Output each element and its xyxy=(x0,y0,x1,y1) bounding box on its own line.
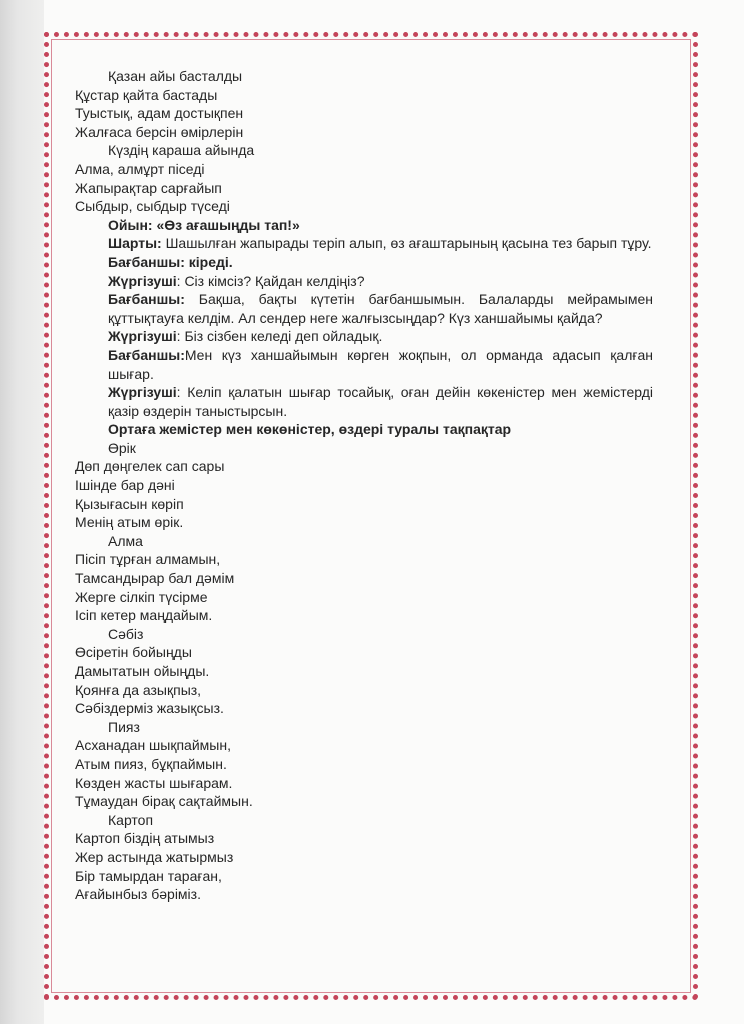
line-text: Күздің караша айында xyxy=(108,142,255,159)
line-text: Асханадан шықпаймын, xyxy=(75,737,231,754)
dialogue-line xyxy=(75,327,653,346)
line-text: кіреді. xyxy=(184,253,233,270)
text-line xyxy=(75,829,653,848)
line-text: Картоп xyxy=(108,811,154,828)
text-line xyxy=(75,736,653,755)
speaker-label: Жүргізуші xyxy=(108,328,177,345)
line-text: Тамсандырар бал дәмім xyxy=(75,570,235,587)
line-text: Алма, алмұрт піседі xyxy=(75,160,205,177)
line-text: Өрік xyxy=(108,439,136,456)
line-text: Пияз xyxy=(108,718,140,735)
dialogue-line xyxy=(75,216,653,235)
text-line xyxy=(75,476,653,495)
line-text: Менің атым өрік. xyxy=(75,514,184,531)
line-text: Ағайынбыз бәріміз. xyxy=(75,886,201,903)
line-text: : Келіп қалатын шығар тосайық, оған дейін көкеністер мен жемістерді қазір өздерін таныстырсын. xyxy=(108,384,653,419)
text-line xyxy=(75,67,653,86)
text-line xyxy=(75,160,653,179)
line-text: : Сіз кімсіз? Қайдан келдіңіз? xyxy=(176,272,365,289)
speaker-label: Жүргізуші xyxy=(108,272,177,289)
text-line xyxy=(75,625,653,644)
line-text: Жер астында жатырмыз xyxy=(75,848,234,865)
text-line xyxy=(75,123,653,142)
line-text: Шашылған жапырады теріп алып, өз ағаштарының қасына тез барып тұру. xyxy=(161,235,652,252)
line-text: Картоп біздің атымыз xyxy=(75,830,215,847)
line-text: Қоянға да азықпыз, xyxy=(75,681,202,698)
line-text: Бір тамырдан тараған, xyxy=(75,867,222,884)
text-line xyxy=(75,588,653,607)
dialogue-line xyxy=(75,253,653,272)
text-line xyxy=(75,86,653,105)
text-line xyxy=(75,662,653,681)
text-line xyxy=(75,179,653,198)
text-line xyxy=(75,457,653,476)
line-text: Пісіп тұрған алмамын, xyxy=(75,551,221,568)
text-line xyxy=(75,439,653,458)
line-text: Алма xyxy=(108,532,143,549)
line-text: Өсіретін бойыңды xyxy=(75,644,192,661)
line-text: Жалғаса берсін өмірлерін xyxy=(75,123,244,140)
dialogue-line xyxy=(75,272,653,291)
text-line xyxy=(75,606,653,625)
text-line xyxy=(75,420,653,439)
line-text: : Біз сізбен келеді деп ойладық. xyxy=(176,328,383,345)
dialogue-line xyxy=(75,383,653,420)
page-binding-shadow xyxy=(0,0,44,1024)
speaker-label: Шарты: xyxy=(108,235,162,252)
text-line xyxy=(75,885,653,904)
text-line xyxy=(75,811,653,830)
line-text: Қызығасын көріп xyxy=(75,495,184,512)
speaker-label: Бағбаншы: xyxy=(108,346,185,363)
text-line xyxy=(75,550,653,569)
line-text: Жапырақтар сарғайып xyxy=(75,179,222,196)
dialogue-line xyxy=(75,290,653,327)
line-text: Сәбіздерміз жазықсыз. xyxy=(75,700,224,717)
line-text: Мен күз ханшайымын көрген жоқпын, ол орманда адасып қалған шығар. xyxy=(108,346,653,382)
speaker-label: Жүргізуші xyxy=(108,384,177,401)
speaker-label: Бағбаншы: xyxy=(108,291,185,308)
line-text: Қазан айы басталды xyxy=(108,68,243,84)
text-line xyxy=(75,513,653,532)
line-text: Туыстық, адам достықпен xyxy=(75,105,244,122)
line-text: Сәбіз xyxy=(108,625,144,642)
line-text: Дөп дөңгелек сап сары xyxy=(75,458,225,475)
speaker-label: Ойын: xyxy=(108,216,153,233)
text-line xyxy=(75,532,653,551)
dialogue-line xyxy=(75,234,653,253)
dialogue-line xyxy=(75,346,653,383)
text-line xyxy=(75,681,653,700)
text-line xyxy=(75,792,653,811)
line-text: Атым пияз, бұқпаймын. xyxy=(75,755,227,772)
line-text: «Өз ағашыңды тап!» xyxy=(152,216,300,233)
text-line xyxy=(75,495,653,514)
text-line xyxy=(75,848,653,867)
line-text: Бақша, бақты күтетін бағбаншымын. Балаларды мейрамымен құттықтауға келдім. Ал сендер неге жалғызсыңдар? Күз ханшайымы қайда? xyxy=(108,291,653,326)
speaker-label: Бағбаншы: xyxy=(108,253,185,270)
text-line xyxy=(75,755,653,774)
line-text: Көзден жасты шығарам. xyxy=(75,774,233,791)
text-line xyxy=(75,774,653,793)
text-line xyxy=(75,104,653,123)
text-line xyxy=(75,867,653,886)
text-line xyxy=(75,569,653,588)
text-line xyxy=(75,643,653,662)
line-text: Ортаға жемістер мен көкөністер, өздері туралы тақпақтар xyxy=(108,421,512,438)
line-text: Тұмаудан бірақ сақтаймын. xyxy=(75,793,253,810)
text-line xyxy=(75,699,653,718)
line-text: Дамытатын ойыңды. xyxy=(75,663,210,679)
line-text: Жерге сілкіп түсірме xyxy=(75,588,208,605)
line-text: Ішінде бар дәні xyxy=(75,477,175,494)
line-text: Құстар қайта бастады xyxy=(75,86,218,103)
text-line xyxy=(75,718,653,737)
document-text xyxy=(75,67,653,904)
text-line xyxy=(75,197,653,216)
line-text: Сыбдыр, сыбдыр түседі xyxy=(75,198,230,215)
line-text: Ісіп кетер маңдайым. xyxy=(75,607,213,624)
text-line xyxy=(75,141,653,160)
